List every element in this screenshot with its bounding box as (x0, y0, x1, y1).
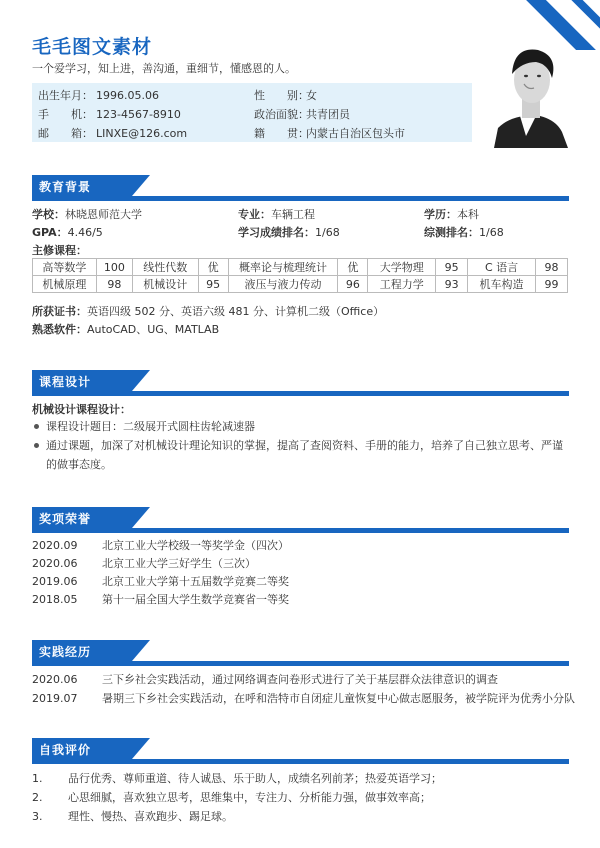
section-education-header (32, 175, 569, 201)
info-political: 政治面貌：共青团员 (254, 108, 350, 121)
info-gender: 性 别：女 (254, 89, 317, 102)
practice-item: 2020.06 三下乡社会实践活动，通过网络调查问卷形式进行了关于基层群众法律意识的调查 (32, 673, 498, 686)
course-design-list (32, 417, 568, 474)
course-name: 机车构造 (468, 276, 536, 293)
award-item: 2018.05 第十一届全国大学生数学竞赛省一等奖 (32, 593, 289, 606)
resume-motto: 一个爱学习，知上进，善沟通，重细节，懂感恩的人。 (32, 62, 296, 75)
award-item: 2020.06 北京工业大学三好学生（三次） (32, 557, 256, 570)
award-item: 2019.06 北京工业大学第十五届数学竞赛二等奖 (32, 575, 289, 588)
edu-degree: 学历：本科 (424, 208, 479, 221)
profile-photo (484, 40, 574, 148)
edu-school: 学校：林晓恩师范大学 (32, 208, 142, 221)
course-name: C 语言 (468, 259, 536, 276)
edu-rank: 学习成绩排名：1/68 (238, 226, 340, 239)
edu-software: 熟悉软件：AutoCAD、UG、MATLAB (32, 323, 220, 336)
resume-name: 毛毛图文素材 (32, 36, 153, 58)
info-email: 邮 箱： LINXE@126.com (38, 127, 188, 140)
list-item: 通过课题，加深了对机械设计理论知识的掌握，提高了查阅资料、手册的能力，培养了自己独立思考、严谨的做事态度。 (32, 436, 568, 474)
course-name: 概率论与梳理统计 (228, 259, 338, 276)
info-phone: 手 机： 123-4567-8910 (38, 108, 181, 121)
list-item: 课程设计题目：二级展开式圆柱齿轮减速器 (32, 417, 568, 436)
table-row (33, 276, 568, 293)
edu-gpa: GPA：4.46/5 (32, 226, 103, 239)
course-design-subtitle: 机械设计课程设计： (32, 403, 131, 416)
course-score: 98 (96, 276, 132, 293)
edu-major: 专业：车辆工程 (238, 208, 315, 221)
course-name: 工程力学 (368, 276, 436, 293)
course-score: 优 (338, 259, 368, 276)
course-score: 优 (198, 259, 228, 276)
info-birth: 出生年月： 1996.05.06 (38, 89, 159, 102)
course-score: 93 (436, 276, 468, 293)
table-row (33, 259, 568, 276)
course-name: 机械原理 (33, 276, 97, 293)
edu-certificates: 所获证书：英语四级 502 分、英语六级 481 分、计算机二级（Office） (32, 305, 385, 318)
section-self-title: 自我评价 (39, 743, 92, 757)
course-score: 100 (96, 259, 132, 276)
self-item: 3. 理性、慢热、喜欢跑步、踢足球。 (32, 810, 233, 823)
info-origin: 籍 贯：内蒙古自治区包头市 (254, 127, 405, 140)
section-education-title: 教育背景 (39, 180, 92, 194)
course-score: 95 (198, 276, 228, 293)
practice-item: 2019.07 暑期三下乡社会实践活动，在呼和浩特市自闭症儿童恢复中心做志愿服务，被学院评为优秀小分队 (32, 692, 575, 705)
edu-overall-rank: 综测排名：1/68 (424, 226, 504, 239)
section-practice-header (32, 640, 569, 666)
self-item: 1. 品行优秀、尊师重道、待人诚恳、乐于助人，成绩名列前茅；热爱英语学习； (32, 772, 442, 785)
section-self-header (32, 738, 569, 764)
course-name: 线性代数 (132, 259, 198, 276)
section-awards-header (32, 507, 569, 533)
course-name: 高等数学 (33, 259, 97, 276)
course-score: 98 (535, 259, 567, 276)
edu-courses-label: 主修课程： (32, 244, 87, 257)
section-practice-title: 实践经历 (39, 645, 92, 659)
course-score: 96 (338, 276, 368, 293)
course-score: 99 (535, 276, 567, 293)
section-course-design-title: 课程设计 (39, 375, 92, 389)
course-name: 液压与液力传动 (228, 276, 338, 293)
section-awards-title: 奖项荣誉 (39, 512, 92, 526)
award-item: 2020.09 北京工业大学校级一等奖学金（四次） (32, 539, 289, 552)
self-item: 2. 心思细腻，喜欢独立思考，思维集中，专注力、分析能力强，做事效率高； (32, 791, 431, 804)
course-name: 大学物理 (368, 259, 436, 276)
course-name: 机械设计 (132, 276, 198, 293)
section-course-design-header (32, 370, 569, 396)
course-score: 95 (436, 259, 468, 276)
courses-table (32, 258, 568, 293)
